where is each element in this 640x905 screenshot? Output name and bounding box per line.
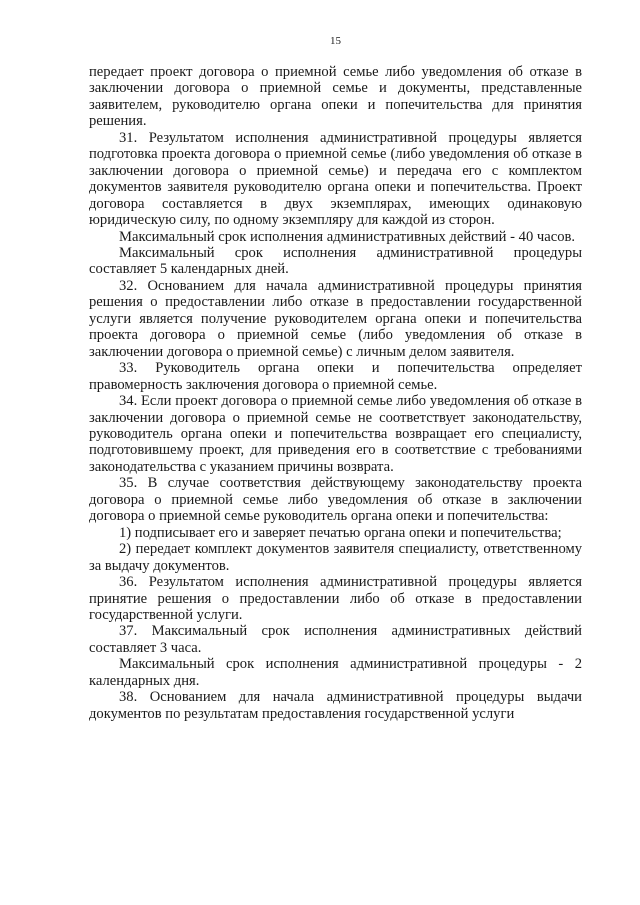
paragraph: Максимальный срок исполнения административной процедуры - 2 календарных дня. [89,656,582,689]
paragraph: 32. Основанием для начала административной процедуры принятия решения о предоставлении либо отказе в предоставлении государственной услуги является получение руководителем органа опеки и попечительства проекта договора о приемной семье (либо уведомления об отказе в заключении договора о приемной семье) с личным делом заявителя. [89,277,582,360]
paragraph: Максимальный срок исполнения административной процедуры составляет 5 календарных дней. [89,244,582,278]
paragraph: 31. Результатом исполнения административной процедуры является подготовка проекта договора о приемной семье (либо уведомления об отказе в заключении договора о приемной семье) и передача его с комплектом документов заявителя руководителю органа опеки и попечительства. Проект договора составляется в двух экземплярах, имеющих одинаковую юридическую силу, по одному экземпляру для каждой из сторон. [89,129,582,229]
paragraph: 37. Максимальный срок исполнения административных действий составляет 3 часа. [89,623,582,656]
document-page [89,34,582,722]
paragraph: Максимальный срок исполнения административных действий - 40 часов. [119,228,576,245]
paragraph: 38. Основанием для начала административной процедуры выдачи документов по результатам предоставления государственной услуги [89,689,582,722]
body-text [89,64,582,722]
list-item: 2) передает комплект документов заявителя специалисту, ответственному за выдачу документов. [89,541,582,574]
list-item: 1) подписывает его и заверяет печатью органа опеки и попечительства; [119,524,562,541]
paragraph: передает проект договора о приемной семье либо уведомления об отказе в заключении договора о приемной семье и документы, представленные заявителем, руководителю органа опеки и попечительства для принятия решения. [89,64,582,130]
paragraph: 35. В случае соответствия действующему законодательству проекта договора о приемной семье либо уведомления об отказе в заключении договора о приемной семье руководитель органа опеки и попечительства: [89,475,582,525]
page-number: 15 [330,35,341,47]
paragraph: 36. Результатом исполнения административной процедуры является принятие решения о предоставлении либо об отказе в предоставлении государственной услуги. [89,574,582,623]
paragraph: 33. Руководитель органа опеки и попечительства определяет правомерность заключения договора о приемной семье. [89,360,582,393]
paragraph: 34. Если проект договора о приемной семье либо уведомления об отказе в заключении договора о приемной семье не соответствует законодательству, руководитель органа опеки и попечительства возвращает его специалисту, подготовившему проект, для приведения его в соответствие с требованиями законодательства с указанием причины возврата. [89,393,582,475]
